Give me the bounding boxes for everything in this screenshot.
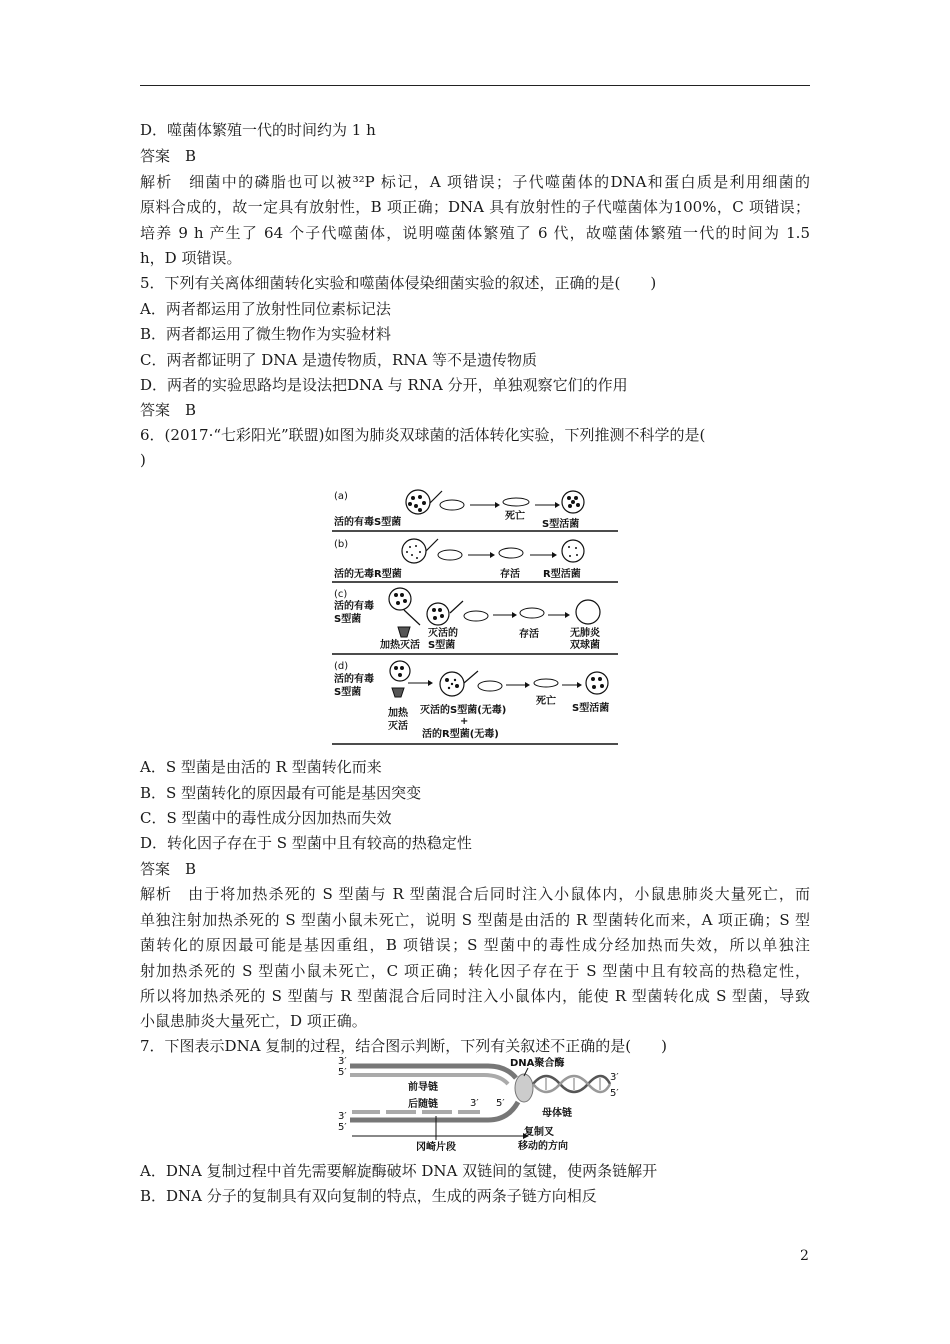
q6-exp-line: 射加热杀死的 S 型菌小鼠未死亡，C 项正确；转化因子存在于 S 型菌中且有较高的热稳定性， [140, 962, 810, 980]
r-strain-dish [402, 539, 426, 563]
figure-circle [418, 508, 422, 512]
okazaki-label: 冈崎片段 [416, 1142, 456, 1153]
figure-text: 5′ [338, 1122, 347, 1133]
figure-line [404, 610, 420, 625]
row-b-result: R型活菌 [543, 569, 581, 580]
dna-replication-figure [338, 1054, 628, 1154]
figure-ellipse [478, 681, 502, 691]
figure-circle [406, 551, 408, 553]
figure-circle [398, 673, 402, 677]
template-label: 母体链 [542, 1108, 572, 1119]
q6-stem: 6．(2017·“七彩阳光”联盟)如图为肺炎双球菌的活体转化实验，下列推测不科学的是( [140, 426, 706, 444]
figure-circle [438, 608, 442, 612]
q5-option-d: D．两者的实验思路均是设法把DNA 与 RNA 分开，单独观察它们的作用 [140, 376, 628, 394]
polymerase-blob [515, 1074, 533, 1102]
figure-g [332, 490, 618, 744]
figure-circle [586, 672, 608, 694]
figure-text: 3′ [610, 1072, 619, 1083]
figure-circle [419, 551, 421, 553]
figure-text: 活的R型菌(无毒) [422, 729, 499, 740]
figure-circle [600, 684, 604, 688]
figure-circle [455, 684, 459, 688]
figure-circle [418, 495, 422, 499]
q7-option-a: A．DNA 复制过程中首先需要解旋酶破坏 DNA 双链间的氢键，使两条链解开 [140, 1162, 658, 1180]
figure-ellipse [520, 608, 544, 618]
figure-text: 3′ [338, 1111, 347, 1122]
figure-circle [569, 555, 571, 557]
q6-exp-line: 单独注射加热杀死的 S 型菌小鼠未死亡，说明 S 型菌是由活的 R 型菌转化而来，A 项正确；S 型 [140, 911, 810, 929]
figure-circle [591, 677, 595, 681]
figure-circle [411, 554, 413, 556]
figure-text: S型菌 [334, 687, 362, 698]
figure-circle [400, 593, 404, 597]
q6-exp-line: 菌转化的原因最可能是基因重组，B 项错误；S 型菌中的毒性成分经加热而失效，所以单独注 [140, 936, 810, 954]
figure-circle [414, 504, 418, 508]
label-5prime: 5′ [338, 1067, 347, 1078]
figure-circle [400, 666, 404, 670]
figure-path [392, 688, 404, 697]
figure-text: S型菌 [428, 640, 456, 651]
q5-answer: 答案 B [140, 401, 197, 419]
transformation-experiment-figure [330, 485, 620, 747]
figure-g [338, 1056, 619, 1153]
q6-stem-end: ) [140, 451, 146, 469]
figure-circle [440, 614, 444, 618]
figure-text: 灭活 [388, 721, 408, 732]
figure-circle [403, 599, 407, 603]
q5-option-b: B．两者都运用了微生物作为实验材料 [140, 325, 392, 343]
figure-circle [567, 496, 571, 500]
figure-circle [390, 661, 410, 681]
figure-circle [568, 546, 570, 548]
okazaki-fragment [458, 1110, 480, 1114]
figure-text: S型菌 [334, 614, 362, 625]
prev-exp-line: 培养 9 h 产生了 64 个子代噬菌体，说明噬菌体繁殖了 6 代，故噬菌体繁殖一代的时间为 1.5 [140, 224, 810, 242]
q6-exp-line: 所以将加热杀死的 S 型菌与 R 型菌混合后同时注入小鼠体内，能使 R 型菌转化成 S 型菌，导致 [140, 987, 810, 1005]
figure-polygon [490, 552, 495, 558]
s-strain-dish [406, 490, 430, 514]
figure-polygon [555, 502, 560, 508]
row-a-tag: (a) [334, 491, 348, 502]
row-c-outcome: 存活 [519, 629, 539, 640]
header-rule [140, 85, 810, 86]
figure-polygon [428, 680, 433, 686]
row-a-result: S型活菌 [542, 519, 580, 530]
prev-exp-line: 解析 细菌中的磷脂也可以被³²P 标记，A 项错误；子代噬菌体的DNA和蛋白质是利用细菌的 [140, 173, 810, 191]
figure-circle [394, 593, 398, 597]
q7-option-b: B．DNA 分子的复制具有双向复制的特点，生成的两条子链方向相反 [140, 1187, 597, 1205]
row-d-source: 活的有毒 [334, 674, 374, 685]
figure-polygon [512, 612, 517, 618]
figure-circle [409, 546, 411, 548]
figure-circle [576, 503, 580, 507]
figure-circle [575, 547, 577, 549]
figure-polygon [552, 552, 557, 558]
figure-polygon [495, 502, 500, 508]
figure-line [450, 601, 463, 613]
okazaki-fragment [422, 1110, 452, 1114]
row-c-tag: (c) [334, 589, 348, 600]
figure-ellipse [464, 611, 488, 621]
mouse [440, 500, 464, 510]
figure-ellipse [534, 679, 558, 687]
q6-option-c: C．S 型菌中的毒性成分因加热而失效 [140, 809, 392, 827]
figure-circle [432, 608, 436, 612]
figure-text: 移动的方向 [518, 1141, 568, 1152]
figure-circle [598, 677, 602, 681]
figure-polygon [565, 612, 570, 618]
figure-circle [411, 496, 415, 500]
prev-exp-line: h，D 项错误。 [140, 249, 242, 267]
q6-option-b: B．S 型菌转化的原因最有可能是基因突变 [140, 784, 422, 802]
q6-option-a: A．S 型菌是由活的 R 型菌转化而来 [140, 758, 382, 776]
figure-circle [389, 588, 411, 610]
figure-line [426, 539, 438, 551]
q5-option-c: C．两者都证明了 DNA 是遗传物质，RNA 等不是遗传物质 [140, 351, 538, 369]
row-c-result: 无肺炎 [570, 628, 600, 639]
q6-option-d: D．转化因子存在于 S 型菌中且有较高的热稳定性 [140, 834, 472, 852]
figure-circle [422, 501, 426, 505]
figure-circle [416, 557, 418, 559]
syringe [430, 491, 442, 503]
row-b-tag: (b) [334, 539, 349, 550]
prev-exp-line: 原料合成的，故一定具有放射性，B 项正确；DNA 具有放射性的子代噬菌体为100%，C 项错误； [140, 198, 810, 216]
helix-strand [533, 1076, 610, 1092]
figure-polygon [525, 682, 530, 688]
figure-circle [394, 666, 398, 670]
helix-strand [533, 1076, 610, 1092]
okazaki-fragment [386, 1110, 416, 1114]
figure-text: + [460, 716, 469, 727]
row-d-result: S型活菌 [572, 703, 610, 714]
page-number: 2 [800, 1248, 809, 1264]
fork-label: 复制叉 [524, 1127, 554, 1138]
figure-circle [451, 683, 453, 685]
q5-stem: 5．下列有关离体细菌转化实验和噬菌体侵染细菌实验的叙述，正确的是( ) [140, 274, 657, 292]
lagging-label: 后随链 [408, 1099, 438, 1110]
figure-circle [408, 502, 412, 506]
live-mouse [499, 548, 523, 558]
r-colony-dish [562, 540, 584, 562]
row-b-outcome: 存活 [500, 569, 520, 580]
figure-circle [448, 687, 450, 689]
row-c-killed: 灭活的 [428, 628, 458, 639]
empty-dish [576, 600, 600, 624]
row-d-mix: 灭活的S型菌(无毒) [420, 705, 507, 716]
q6-exp-line: 小鼠患肺炎大量死亡，D 项正确。 [140, 1012, 367, 1030]
row-b-source: 活的无毒R型菌 [334, 569, 402, 580]
row-d-heat: 加热 [388, 708, 408, 719]
polymerase-label: DNA聚合酶 [510, 1058, 565, 1069]
figure-circle [592, 685, 596, 689]
figure-circle [396, 601, 400, 605]
figure-circle [415, 545, 417, 547]
figure-circle [433, 616, 437, 620]
heating-flask [398, 627, 410, 637]
row-a-source: 活的有毒S型菌 [334, 517, 402, 528]
row-d-outcome: 死亡 [536, 696, 556, 707]
row-d-tag: (d) [334, 661, 349, 672]
figure-text: 3′ [470, 1098, 479, 1109]
leading-label: 前导链 [408, 1082, 438, 1093]
killed-s-dish [427, 603, 449, 625]
row-c-source: 活的有毒 [334, 601, 374, 612]
figure-circle [574, 496, 578, 500]
q6-exp-line: 解析 由于将加热杀死的 S 型菌与 R 型菌混合后同时注入小鼠体内，小鼠患肺炎大量死亡，而 [140, 885, 810, 903]
figure-polygon [577, 682, 582, 688]
figure-text: 5′ [610, 1088, 619, 1099]
q5-option-a: A．两者都运用了放射性同位素标记法 [140, 300, 391, 318]
figure-text: 双球菌 [570, 640, 600, 651]
figure-line [464, 671, 478, 683]
row-c-heat: 加热灭活 [380, 640, 420, 651]
figure-ellipse [438, 550, 462, 560]
q7-stem: 7．下图表示DNA 复制的过程，结合图示判断，下列有关叙述不正确的是( ) [140, 1037, 668, 1055]
figure-circle [445, 678, 449, 682]
figure-circle [576, 554, 578, 556]
label-3prime: 3′ [338, 1056, 347, 1067]
prev-answer: 答案 B [140, 147, 197, 165]
row-a-outcome: 死亡 [505, 511, 525, 522]
figure-circle [454, 679, 456, 681]
prev-option-d: D．噬菌体繁殖一代的时间约为 1 h [140, 121, 376, 139]
figure-text: 5′ [496, 1098, 505, 1109]
figure-circle [571, 500, 575, 504]
q6-answer: 答案 B [140, 860, 197, 878]
okazaki-fragment [352, 1110, 380, 1114]
figure-circle [568, 504, 572, 508]
dead-mouse [503, 498, 529, 506]
